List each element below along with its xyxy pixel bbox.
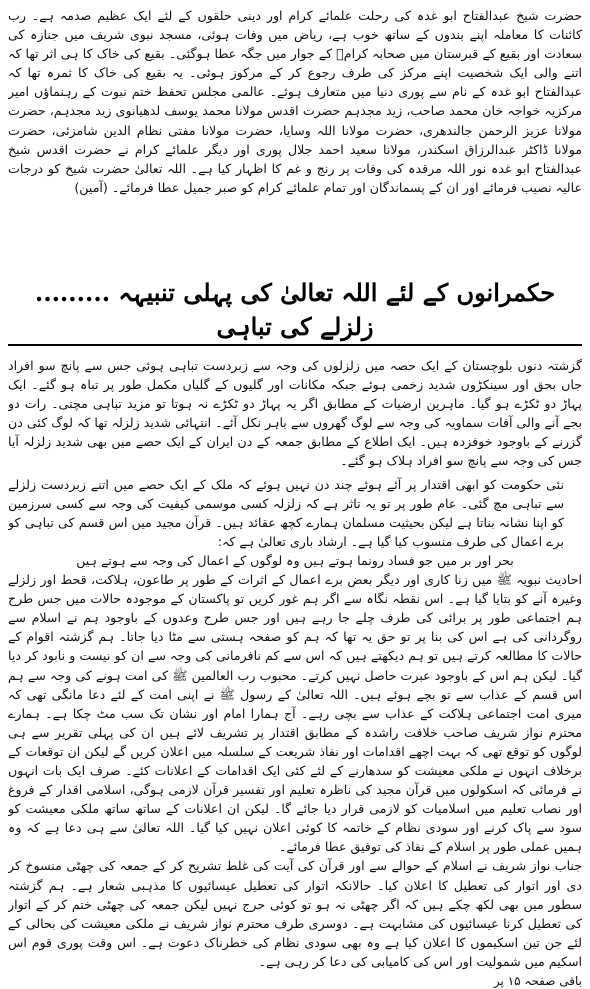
article-body — [8, 356, 582, 989]
condolence-paragraph: حضرت شیخ عبدالفتاح ابو غدہ کی رحلت علمائے کرام اور دینی حلقوں کے لئے ایک عظیم صدمہ ہے۔ رب کائنات کا معاملہ اپنے بندوں کے ساتھ خوب ہے، ریاض میں وفات ہوئی، مسجد نبوی شریف میں جنازہ کی سعادت اور بقیع کے قبرستان میں صحابہ کرامؓ کے جوار میں جگہ عطا ہوگئی۔ بقیع کی خاک کا ہی اثر تھا کہ اتنے والی ایک شخصیت اپنے مرکز کی طرف رجوع کر کے مرکوز ہوئی۔ یہ بقیع کی خاک کا ثمرہ تھا کہ عبدالفتاح ابو غدہ کے نام سے پوری دنیا میں متعارف ہوئے۔ عالمی مجلس تحفظ ختم نبوت کے رہنماؤں امیر مرکزیہ خواجہ خان محمد صاحب، زید مجدہم حضرت اقدس مولانا محمد یوسف لدھیانوی زید مجدہم، حضرت مولانا عزیز الرحمن جالندھری، حضرت مولانا اللہ وسایا، حضرت مولانا مفتی نظام الدین شامزئی، حضرت مولانا ڈاکٹر عبدالرزاق اسکندر، مولانا سعید احمد جلال پوری اور دیگر علمائے کرام نے حضرت اقدس شیخ عبدالفتاح ابو غدہ نور اللہ مرقدہ کی وفات پر رنج و غم کا اظہار کیا ہے۔ اللہ تعالیٰ حضرت شیخ کو درجات عالیہ نصیب فرمائے اور ان کے پسماندگان اور تمام علمائے کرام کو صبر جمیل عطا فرمائے۔ (آمین) — [8, 8, 582, 195]
condolence-section — [8, 6, 582, 264]
headline-container — [8, 276, 582, 346]
article-paragraph-1: گزشتہ دنوں بلوچستان کے ایک حصہ میں زلزلوں کی وجہ سے زبردست تباہی ہوئی جس سے پانچ سو افراد جاں بحق اور سینکڑوں شدید زخمی ہوئے جبکہ مکانات اور گلیوں کے گلیاں مکمل طور پر تباہ ہو گئے۔ ایک پہاڑ دو ٹکڑے ہو گیا۔ ماہرین ارضیات کے مطابق اگر یہ پہاڑ دو ٹکڑے نہ ہوتا تو مزید تباہی مچتی۔ رات دو بجے آنے والی آفات سماویہ کی وجہ سے لوگ گھروں سے باہر نکل آئے۔ انتہائی شدید زلزلہ تھا کہ لوگ کئی دن گزرنے کے باوجود خوفزدہ ہیں۔ ایک اطلاع کے مطابق جمعہ کے دن ایران کے ایک حصے میں بھی شدید زلزلہ آیا جس کی وجہ سے پانچ سو افراد ہلاک ہو گئے۔ — [8, 358, 582, 469]
article-paragraph-4: جناب نواز شریف نے اسلام کے حوالے سے اور قرآن کی آیت کی غلط تشریح کر کے جمعہ کی چھٹی منسوخ کر دی اور اتوار کی تعطیل کا اعلان کیا۔ حالانکہ اتوار کی تعطیل عیسائیوں کا مذہبی شعار ہے۔ ہم گزشتہ سطور میں بھی لکھ چکے ہیں کہ اگر چھٹی نہ ہو تو کوئی حرج نہیں لیکن جمعہ کی چھٹی ختم کر کے اتوار کی تعطیل کرنا عیسائیوں کی مشابہت ہے۔ دوسری طرف محترم نواز شریف نے ملکی معیشت کی بحالی کے لئے جن تین اسکیموں کا اعلان کیا ہے وہ بھی سودی نظام کی خطرناک دعوت ہے۔ اس وقت پوری قوم اس اسکیم میں شمولیت اور اس کی کامیابی کی دعا کر رہی ہے۔ — [8, 858, 582, 969]
continuation-note: باقی صفحہ ۱۵ پر — [493, 974, 582, 988]
quran-translation-line: بحر اور بر میں جو فساد رونما ہوتے ہیں وہ لوگوں کے اعمال کی وجہ سے ہوتے ہیں — [76, 552, 514, 568]
article-paragraph-2: نئی حکومت کو ابھی اقتدار پر آئے ہوئے چند دن نہیں ہوئے کہ ملک کے ایک حصے میں اتنے زبردست زلزلے سے تباہی مچ گئی۔ عام طور پر تو یہ تاثر ہے کہ زلزلہ کسی موسمی کیفیت کی وجہ سے کسی سرزمین کو اپنا نشانہ بناتا ہے لیکن بحیثیت مسلمان ہمارے کچھ عقائد ہیں۔ قرآن مجید میں اس قسم کی تباہی کو برے اعمال کی طرف منسوب کیا گیا ہے۔ ارشاد باری تعالیٰ ہے کہ: — [8, 476, 564, 549]
article-paragraph-3: احادیث نبویہ ﷺ میں زنا کاری اور دیگر بعض برے اعمال کے اثرات کے طور پر طاعون، ہلاکت، قحط اور زلزلے وغیرہ آنے کو بتایا گیا ہے۔ اس نقطہ نگاہ سے اگر ہم غور کریں تو پاکستان کے موجودہ حالات میں جس طرح ہم اجتماعی طور پر برائی کی طرف چلے جا رہے ہیں اور جس طرح وعدوں کے باوجود ہم نے اسلام سے روگردانی کی ہے اس کی بنا پر تو حق یہ تھا کہ ہم کو صفحہ ہستی سے مٹا دیا جاتا۔ ہم گزشتہ اقوام کے حالات کا مطالعہ کرتے ہیں تو ہم دیکھتے ہیں کہ اس سے کم نافرمانی کی وجہ سے ان کو نیست و نابود کر دیا گیا۔ لیکن ہم اس کے باوجود عبرت حاصل نہیں کرتے۔ محبوب رب العالمین ﷺ کی امت ہونے کی وجہ سے ہم اس قسم کے عذاب سے تو بچے ہوئے ہیں۔ اللہ تعالیٰ کے رسول ﷺ نے اپنی امت کے لئے دعا مانگی تھی کہ میری امت اجتماعی ہلاکت کے عذاب سے بچی رہے۔ آج ہمارا امام اور نشان تک سب مٹ چکا ہے۔ ہمارے محترم نواز شریف صاحب خلافت راشدہ کے مطابق اقتدار پر تشریف لائے ہیں ان کی پہلی تقریر سے ہی لوگوں کو توقع تھی کہ بہت اچھے اقدامات اور نفاذ شریعت کے سلسلہ میں اعلان کریں گے لیکن ان توقعات کے برخلاف انہوں نے ملکی معیشت کو سدھارنے کے لئے کئی ایک اقدامات کے اعلانات کئے۔ صرف ایک بات انہوں نے فرمائی کہ اسکولوں میں قرآن مجید کی ناظرہ تعلیم اور تفسیر قرآن لازمی ہوگی، اسلامی اقدار کے فروغ اور نصاب تعلیم میں اسلامیات کو لازمی قرار دیا جائے گا۔ لیکن ان اعلانات کے ساتھ ساتھ ملکی معیشت کو سود سے پاک کرنے اور سودی نظام کے خاتمہ کا کوئی اعلان نہیں کیا گیا۔ اللہ تعالیٰ سے ہی دعا ہے کہ وہ ہمیں عملی طور پر اسلام کے نفاذ کی توفیق عطا فرمائے۔ — [8, 572, 582, 855]
article-headline: حکمرانوں کے لئے اللہ تعالیٰ کی پہلی تنبیہہ ......... زلزلے کی تباہی — [8, 276, 582, 346]
